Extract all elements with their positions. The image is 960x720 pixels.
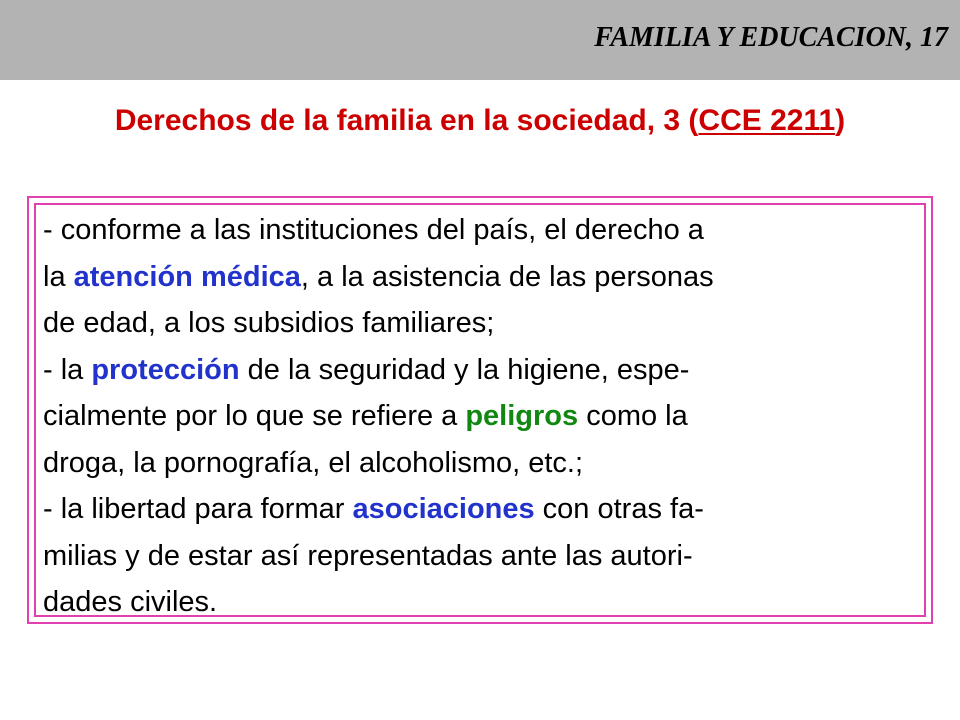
text-line-2-end: , a la asistencia de las personas (300, 260, 714, 293)
text-line-8: milias y de estar así representadas ante las autori- (43, 539, 693, 572)
slide-title (0, 104, 960, 138)
text-line-7-end: con otras fa- (534, 493, 704, 525)
header-title: FAMILIA Y EDUCACION, 17 (594, 22, 948, 53)
content-text (43, 207, 893, 626)
text-line-9: dades civiles. (43, 586, 218, 618)
text-line-5-start: cialmente por lo que se refiere a (43, 400, 466, 432)
keyword-proteccion: protección (91, 353, 240, 386)
keyword-atencion-medica: atención médica (73, 260, 301, 293)
text-line-7 (43, 486, 893, 533)
text-line-2 (43, 254, 893, 301)
keyword-peligros: peligros (465, 400, 579, 432)
text-line-4-end: de la seguridad y la higiene, espe- (239, 353, 690, 386)
text-line-3: de edad, a los subsidios familiares; (43, 307, 495, 339)
header-bar (0, 0, 960, 80)
reference-link[interactable]: CCE 2211 (698, 104, 836, 137)
text-line-5-end: como la (578, 400, 688, 432)
text-line-2-start: la (43, 260, 74, 293)
text-line-1: - conforme a las instituciones del país, el derecho a (43, 214, 704, 246)
keyword-asociaciones: asociaciones (352, 493, 535, 525)
text-line-5 (43, 393, 893, 440)
content-box (27, 196, 933, 624)
text-line-4 (43, 347, 893, 394)
text-line-4-start: - la (43, 353, 92, 386)
text-line-6: droga, la pornografía, el alcoholismo, etc.; (43, 446, 584, 479)
slide-title-close: ) (835, 104, 846, 137)
text-line-7-start: - la libertad para formar (43, 493, 353, 525)
slide-title-text: Derechos de la familia en la sociedad, 3 ( (114, 104, 699, 137)
